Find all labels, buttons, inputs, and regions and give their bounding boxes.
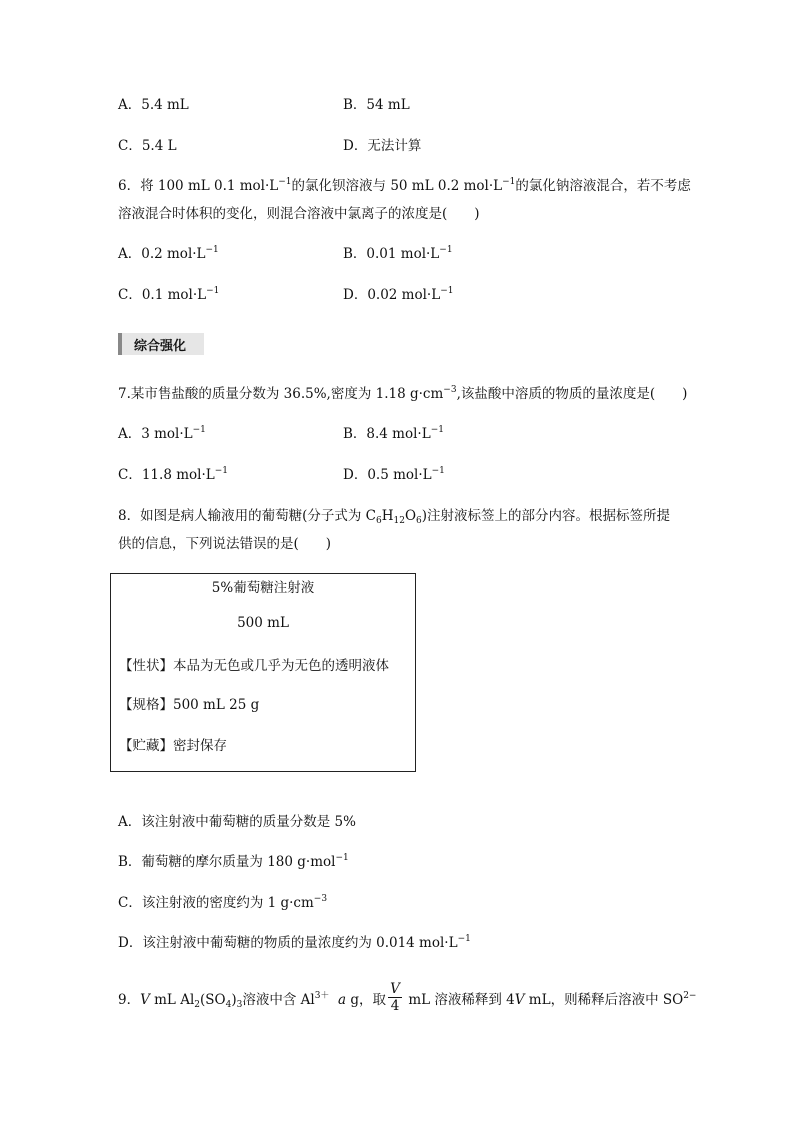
q7-option-d: D．0.5 $mol\cdot L^{-1}$ [343, 466, 445, 483]
q5-option-b: B．54 mL [343, 97, 410, 113]
q5-option-d: D．无法计算 [343, 138, 422, 154]
section-heading [118, 333, 204, 355]
section-title: 综合强化 [134, 339, 187, 354]
q8-stem-line1: 8．如图是病人输液用的葡萄糖(分子式为 $C_6H_{12}O_6$)注射液标签上的部分内容。根据标签所提 [118, 508, 671, 526]
q6-option-d: D．0.02 $mol\cdot L^{-1}$ [343, 286, 454, 303]
q8-stem-line2: 供的信息，下列说法错误的是( ) [118, 536, 332, 552]
q5-option-a: A．5.4 mL [118, 97, 189, 113]
label-volume: 500 mL [237, 615, 289, 631]
label-property: 【性状】本品为无色或几乎为无色的透明液体 [119, 658, 389, 674]
q7-stem: 7.某市售盐酸的质量分数为 36.5%,密度为 1.18 $g\cdot cm^{-3}$,该盐酸中溶质的物质的量浓度是( ) [118, 385, 688, 402]
q8-option-d: D．该注射液中葡萄糖的物质的量浓度约为 0.014 $mol\cdot L^{-1}$ [118, 934, 471, 951]
q7-option-b: B．8.4 $mol\cdot L^{-1}$ [343, 425, 444, 442]
q6-stem-line1: 6．将 100 mL 0.1 $mol\cdot L^{-1}$的氯化钡溶液与 50 mL 0.2 $mol\cdot L^{-1}$的氯化钠溶液混合，若不考虑 [118, 177, 691, 194]
injection-label-box [110, 573, 416, 772]
q9-stem: 9．V mL $Al_2(SO_4)_3$溶液中含 $Al^{3+}$ a g，取 $\frac{V}{4}$ mL 溶液稀释到 4V mL，则稀释后溶液中 $SO^{2-}$ [118, 981, 697, 1014]
q6-option-c: C．0.1 $mol\cdot L^{-1}$ [118, 286, 220, 303]
label-spec: 【规格】500 mL 25 g [119, 697, 260, 713]
label-title: 5%葡萄糖注射液 [211, 580, 315, 596]
fraction-v-over-4: $\frac{V}{4}$ [388, 981, 402, 1014]
q5-option-c: C．5.4 L [118, 138, 177, 154]
q8-option-b: B．葡萄糖的摩尔质量为 180 g·mol$^{-1}$ [118, 853, 349, 870]
q8-option-a: A．该注射液中葡萄糖的质量分数是 5% [118, 814, 356, 830]
q7-option-c: C．11.8 $mol\cdot L^{-1}$ [118, 466, 228, 483]
q6-stem-line2: 溶液混合时体积的变化，则混合溶液中氯离子的浓度是( ) [118, 206, 480, 222]
label-storage: 【贮藏】密封保存 [119, 738, 227, 754]
q7-option-a: A．3 $mol\cdot L^{-1}$ [118, 425, 206, 442]
q6-option-b: B．0.01 $mol\cdot L^{-1}$ [343, 245, 453, 262]
q8-option-c: C．该注射液的密度约为 1 $g\cdot cm^{-3}$ [118, 894, 328, 911]
q6-option-a: A．0.2 $mol\cdot L^{-1}$ [118, 245, 219, 262]
